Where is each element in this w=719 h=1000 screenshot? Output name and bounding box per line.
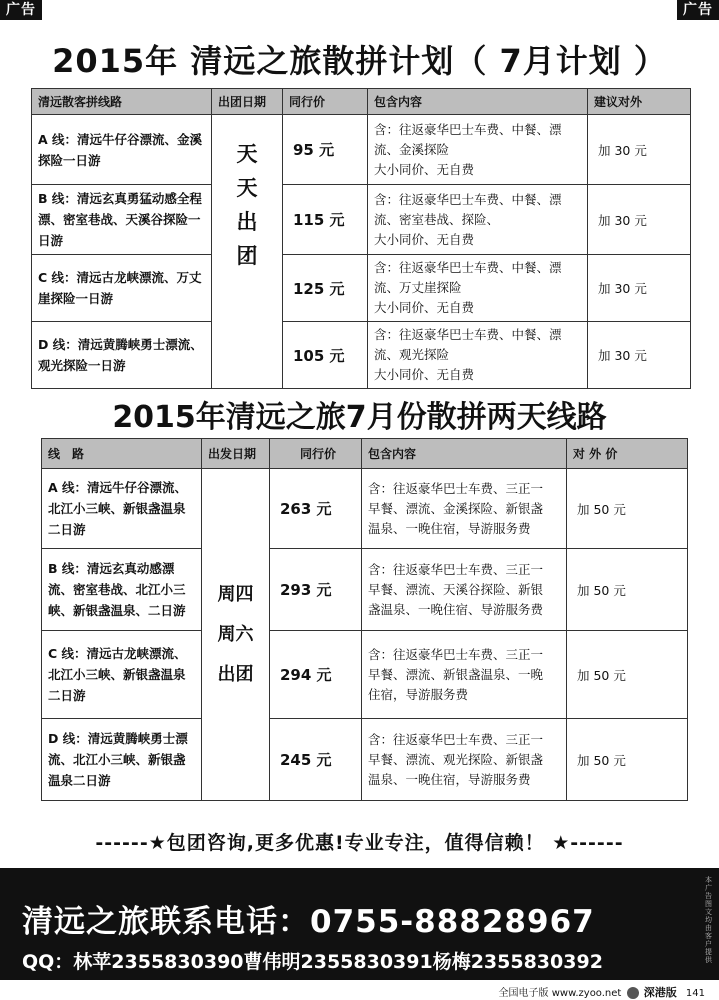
includes-cell: [368, 185, 588, 255]
includes-line: 大小同价、无自费: [374, 367, 475, 382]
includes-line: 含：往返豪华巴士车费、中餐、漂: [374, 327, 562, 342]
includes-cell: [362, 631, 567, 719]
route-cell: C 线：清远古龙峡漂流、北江小三峡、新银盏温泉二日游: [42, 631, 202, 719]
includes-cell: [362, 719, 567, 801]
includes-line: 大小同价、无自费: [374, 231, 475, 247]
table-row: [42, 469, 688, 549]
column-header: 清远散客拼线路: [32, 89, 212, 115]
includes-line: 住宿，导游服务费: [368, 686, 469, 702]
date-char: 团: [236, 244, 258, 268]
includes-line: 早餐、漂流、新银盏温泉、一晚: [368, 666, 544, 682]
price-cell: 245 元: [270, 719, 362, 801]
column-header: 同行价: [270, 439, 362, 469]
extra-price-cell: 加 30 元: [588, 115, 691, 185]
page-number: 141: [685, 988, 705, 999]
page-footer: [499, 984, 705, 1000]
includes-line: 流、万丈崖探险: [374, 280, 462, 295]
table-row: [42, 719, 688, 801]
ad-label-left: 广告: [0, 0, 42, 20]
column-header: 包含内容: [368, 89, 588, 115]
table-row: [42, 631, 688, 719]
table-row: [32, 185, 691, 255]
includes-line: 流、观光探险: [374, 347, 450, 362]
includes-cell: [362, 549, 567, 631]
includes-line: 温泉、一晚住宿，导游服务费: [368, 771, 531, 787]
includes-line: 大小同价、无自费: [374, 300, 475, 315]
price-cell: 294 元: [270, 631, 362, 719]
includes-cell: [368, 115, 588, 185]
extra-price-cell: 加 30 元: [588, 255, 691, 322]
includes-cell: [362, 469, 567, 549]
includes-line: 流、金溪探险: [374, 141, 450, 157]
includes-cell: [368, 255, 588, 322]
route-cell: D 线：清远黄腾峡勇士漂流、观光探险一日游: [32, 322, 212, 389]
route-cell: A 线：清远牛仔谷漂流、金溪探险一日游: [32, 115, 212, 185]
column-header: 出发日期: [202, 439, 270, 469]
price-cell: 263 元: [270, 469, 362, 549]
section2-title: 2015年清远之旅7月份散拼两天线路: [112, 400, 607, 435]
two-day-tours-table: [41, 438, 688, 801]
extra-price-cell: 加 50 元: [567, 631, 688, 719]
price-cell: 105 元: [283, 322, 368, 389]
includes-line: 含：往返豪华巴士车费、中餐、漂: [374, 121, 562, 137]
route-cell: A 线：清远牛仔谷漂流、北江小三峡、新银盏温泉二日游: [42, 469, 202, 549]
includes-line: 早餐、漂流、天溪谷探险、新银: [368, 581, 544, 597]
route-cell: D 线：清远黄腾峡勇士漂流、北江小三峡、新银盏温泉二日游: [42, 719, 202, 801]
date-char: 天: [236, 176, 258, 200]
table-row: [32, 255, 691, 322]
includes-line: 含：往返豪华巴士车费、中餐、漂: [374, 191, 562, 207]
price-cell: 115 元: [283, 185, 368, 255]
includes-line: 盏温泉、一晚住宿、导游服务费: [368, 601, 544, 617]
extra-price-cell: 加 50 元: [567, 549, 688, 631]
includes-line: 早餐、漂流、金溪探险、新银盏: [368, 500, 544, 516]
route-cell: B 线：清远玄真勇猛动感全程漂、密室巷战、天溪谷探险一日游: [32, 185, 212, 255]
date-line: 周六: [217, 623, 254, 645]
table-row: [32, 115, 691, 185]
includes-cell: [368, 322, 588, 389]
includes-line: 早餐、漂流、观光探险、新银盏: [368, 751, 544, 767]
includes-line: 含：往返豪华巴士车费、三正一: [368, 731, 544, 747]
table-row: [32, 322, 691, 389]
price-cell: 293 元: [270, 549, 362, 631]
price-cell: 125 元: [283, 255, 368, 322]
includes-line: 含：往返豪华巴士车费、三正一: [368, 561, 544, 577]
extra-price-cell: 加 30 元: [588, 185, 691, 255]
departure-date-cell: [212, 115, 283, 389]
price-cell: 95 元: [283, 115, 368, 185]
contact-qq: QQ：林苹2355830390曹伟明2355830391杨梅2355830392: [22, 951, 603, 973]
route-cell: C 线：清远古龙峡漂流、万丈崖探险一日游: [32, 255, 212, 322]
footer-edition: 深港版: [643, 986, 677, 999]
column-header: 出团日期: [212, 89, 283, 115]
globe-icon: [627, 987, 639, 999]
departure-date-cell: [202, 469, 270, 801]
footer-website: 全国电子版 www.zyoo.net: [498, 988, 622, 999]
date-char: 天: [236, 142, 258, 166]
side-note: 本广告图文均由客户提供: [705, 876, 712, 964]
route-cell: B 线：清远玄真动感漂流、密室巷战、北江小三峡、新银盏温泉、二日游: [42, 549, 202, 631]
includes-line: 流、密室巷战、探险、: [374, 211, 500, 227]
includes-line: 含：往返豪华巴士车费、中餐、漂: [374, 260, 562, 275]
column-header: 线 路: [42, 439, 202, 469]
date-line: 周四: [217, 583, 254, 605]
extra-price-cell: 加 30 元: [588, 322, 691, 389]
contact-panel: [0, 868, 719, 980]
extra-price-cell: 加 50 元: [567, 469, 688, 549]
section1-title: 2015年 清远之旅散拼计划（ 7月计划 ）: [52, 42, 667, 80]
column-header: 建议对外: [588, 89, 691, 115]
table-header-row: [42, 439, 688, 469]
includes-line: 温泉、一晚住宿，导游服务费: [368, 520, 531, 536]
date-char: 出: [236, 210, 258, 234]
contact-phone: 清远之旅联系电话：0755-88828967: [22, 904, 595, 940]
includes-line: 含：往返豪华巴士车费、三正一: [368, 646, 544, 662]
date-line: 出团: [217, 663, 254, 685]
slogan-banner: ------★包团咨询,更多优惠!专业专注，值得信赖！ ★------: [95, 832, 624, 854]
column-header: 同行价: [283, 89, 368, 115]
column-header: 包含内容: [362, 439, 567, 469]
ad-label-right: 广告: [677, 0, 719, 20]
includes-line: 大小同价、无自费: [374, 161, 475, 177]
column-header: 对 外 价: [567, 439, 688, 469]
one-day-tours-table: [31, 88, 691, 389]
extra-price-cell: 加 50 元: [567, 719, 688, 801]
table-row: [42, 549, 688, 631]
table-header-row: [32, 89, 691, 115]
includes-line: 含：往返豪华巴士车费、三正一: [368, 480, 544, 496]
